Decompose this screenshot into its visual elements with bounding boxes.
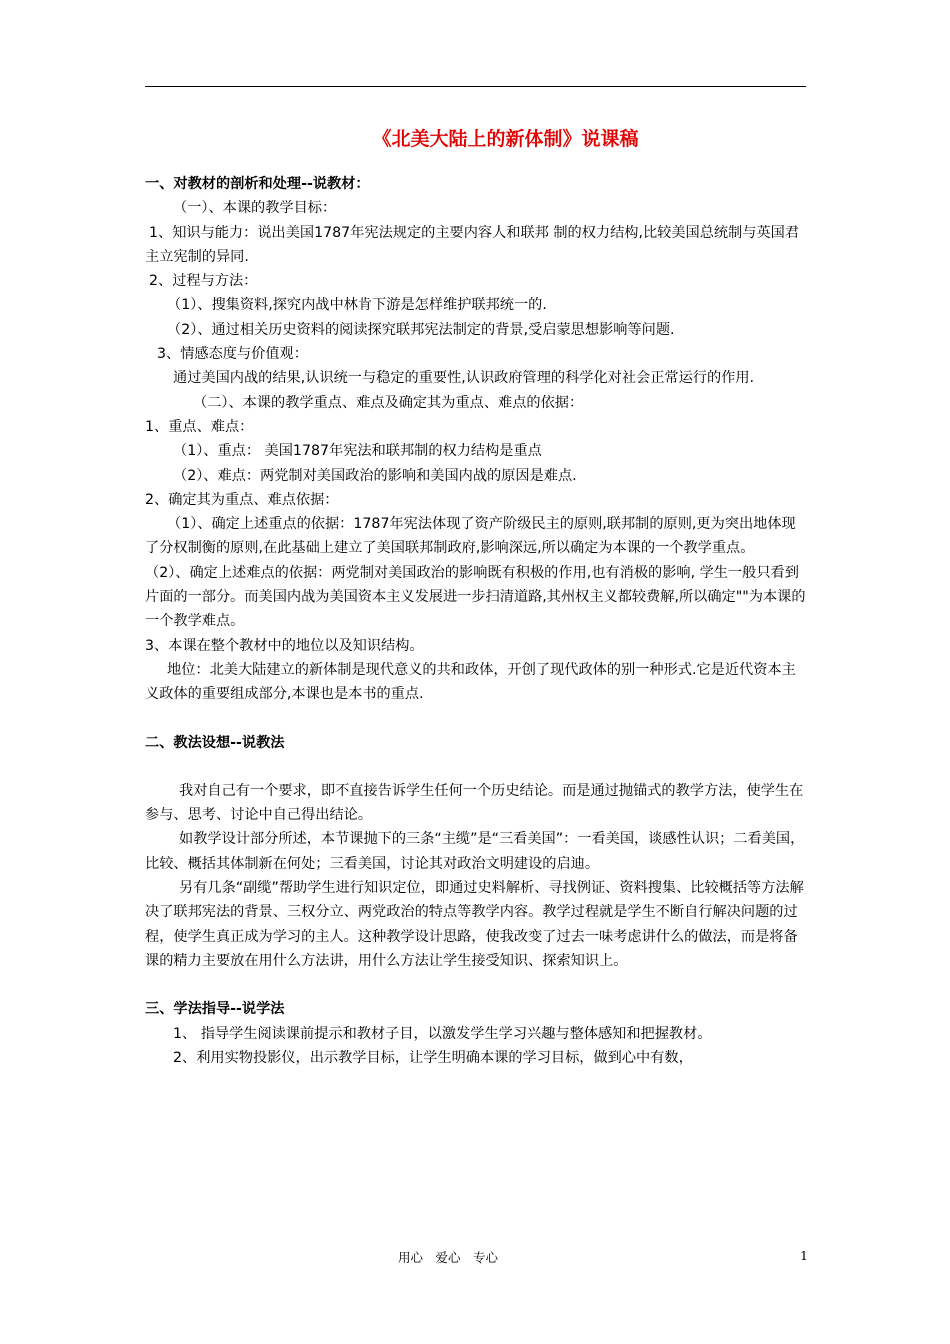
footer-motto: 用心 爱心 专心 <box>398 1250 499 1265</box>
paragraph: （2）、通过相关历史资料的阅读探究联邦宪法制定的背景,受启蒙思想影响等问题. <box>167 321 675 338</box>
paragraph: 我对自己有一个要求，即不直接告诉学生任何一个历史结论。而是通过抛锚式的教学方法，使学生在参与、思考、讨论中自己得出结论。 <box>145 782 804 824</box>
header-rule <box>145 86 806 87</box>
paragraph: 地位：北美大陆建立的新体制是现代意义的共和政体，开创了现代政体的别一种形式.它是近代资本主义政体的重要组成部分,本课也是本书的重点. <box>145 661 796 703</box>
paragraph: 2、过程与方法： <box>149 273 258 290</box>
section-heading: 三、学法指导--说学法 <box>145 1001 285 1018</box>
page-number: 1 <box>800 1248 808 1263</box>
paragraph: （二）、本课的教学重点、难点及确定其为重点、难点的依据： <box>193 394 584 411</box>
section-heading: 二、教法设想--说教法 <box>145 734 285 751</box>
paragraph: 1、 指导学生阅读课前提示和教材子目，以激发学生学习兴趣与整体感知和把握教材。 <box>173 1025 712 1042</box>
paragraph: （一）、本课的教学目标： <box>173 200 337 217</box>
page-footer <box>0 1248 950 1268</box>
paragraph: 3、情感态度与价值观： <box>157 346 308 363</box>
paragraph: （2）、确定上述难点的依据：两党制对美国政治的影响既有积极的作用,也有消极的影响, 学生一般只看到片面的一部分。而美国内战为美国资本主义发展进一步扫清道路,其州权主义都较费解,所以确定""为本课的一个教学难点。 <box>145 564 806 630</box>
paragraph: 如教学设计部分所述，本节课抛下的三条“主缆”是“三看美国”：一看美国，谈感性认识；二看美国，比较、概括其体制新在何处；三看美国，讨论其对政治文明建设的启迪。 <box>145 831 805 872</box>
paragraph-gap <box>145 973 809 997</box>
paragraph: 1、重点、难点： <box>145 418 254 435</box>
paragraph: 通过美国内战的结果,认识统一与稳定的重要性,认识政府管理的科学化对社会正常运行的作用. <box>173 370 755 387</box>
paragraph: （1）、重点： 美国1787年宪法和联邦制的权力结构是重点 <box>173 443 542 460</box>
paragraph: 另有几条“副缆”帮助学生进行知识定位，即通过史料解析、寻找例证、资料搜集、比较概括等方法解决了联邦宪法的背景、三权分立、两党政治的特点等教学内容。教学过程就是学生不断自行解决问题的过程，使学生真正成为学习的主人。这种教学设计思路，使我改变了过去一味考虑讲什么的做法，而是将备课的精力主要放在用什么方法讲，用什么方法让学生接受知识、探索知识上。 <box>145 880 804 969</box>
paragraph-gap <box>145 707 809 731</box>
paragraph: （1）、确定上述重点的依据：1787年宪法体现了资产阶级民主的原则,联邦制的原则,更为突出地体现了分权制衡的原则,在此基础上建立了美国联邦制政府,影响深远,所以确定为本课的一个教学重点。 <box>145 516 796 557</box>
document-body <box>145 172 809 1070</box>
paragraph-gap <box>145 755 809 779</box>
paragraph: （2）、难点：两党制对美国政治的影响和美国内战的原因是难点. <box>173 467 577 484</box>
paragraph: 2、确定其为重点、难点依据： <box>145 491 339 508</box>
paragraph: 3、本课在整个教材中的地位以及知识结构。 <box>145 637 424 654</box>
paragraph: 2、利用实物投影仪，出示教学目标，让学生明确本课的学习目标，做到心中有数， <box>173 1049 693 1066</box>
paragraph: 1、知识与能力：说出美国1787年宪法规定的主要内容人和联邦 制的权力结构,比较美国总统制与英国君主立宪制的异同. <box>145 224 800 265</box>
section-heading: 一、对教材的剖析和处理--说教材： <box>145 176 370 192</box>
paragraph: （1）、搜集资料,探究内战中林肯下游是怎样维护联邦统一的. <box>167 297 547 314</box>
document-title: 《北美大陆上的新体制》说课稿 <box>372 128 639 150</box>
